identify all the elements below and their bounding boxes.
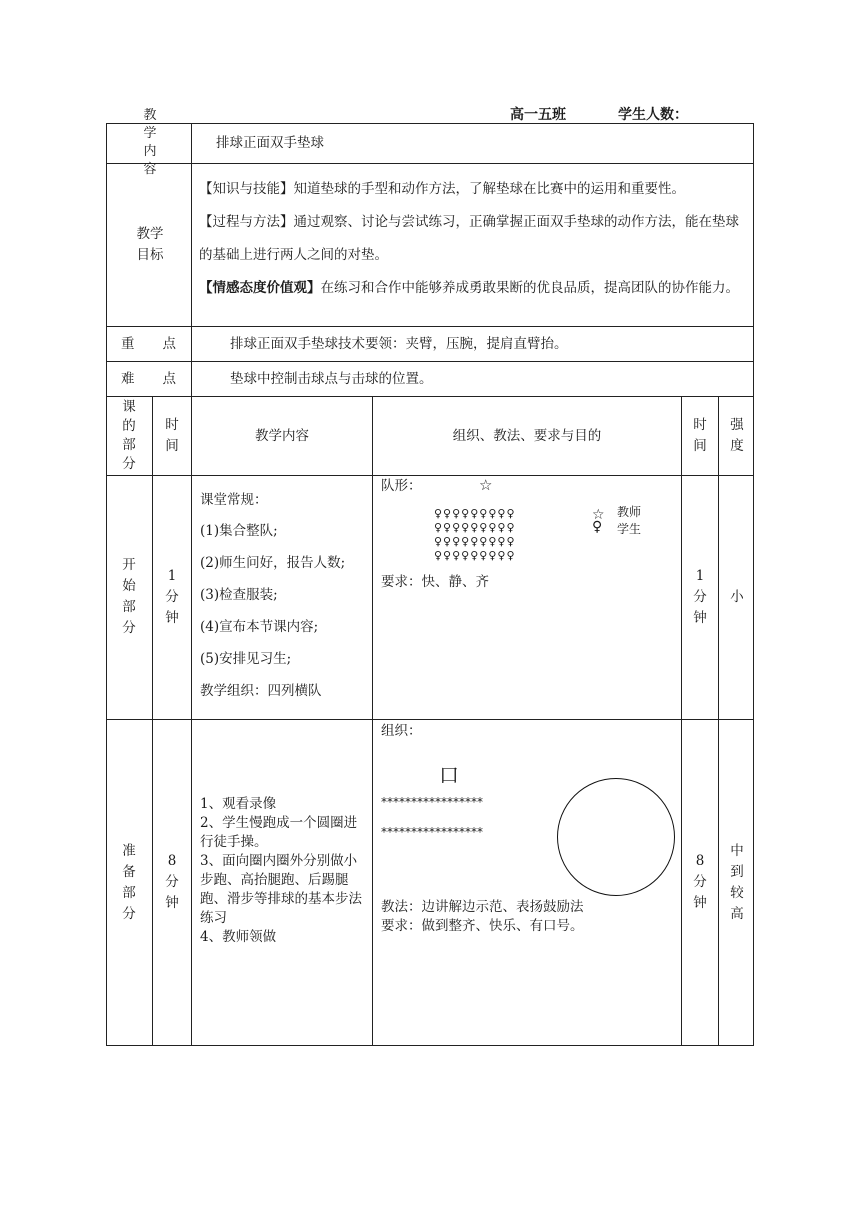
legend-text: 教师 学生 [617,505,642,536]
prep-item: 1、观看录像 [200,796,277,812]
start-content [200,489,370,707]
content-label: 教学内容 [143,108,157,177]
prep-item: 3、面向圈内圈外分别做小步跑、高抬腿跑、后踢腿跑、滑步等排球的基本步法练习 [200,853,362,926]
teaching-org: 教学组织：四列横队 [200,683,322,699]
prep-item: 2、学生慢跑成一个圆圈进行徒手操。 [200,815,358,850]
header-time: 时间 [165,416,179,454]
student-row: ♀♀♀♀♀♀♀♀♀ [434,535,516,548]
prep-requirement: 要求：做到整齐、快乐、有口号。 [381,918,584,934]
routine-item: (4)宣布本节课内容; [200,619,319,635]
header-intensity: 强度 [730,416,744,454]
student-stars [381,787,483,847]
difficulty-label: 难 点 [121,371,176,387]
prep-item: 4、教师领做 [200,929,277,945]
prep-part: 准备部分 [122,842,136,922]
difficulty-value: 垫球中控制击球点与击球的位置。 [230,371,433,387]
prep-org-label: 组织： [381,723,422,739]
routine-item: (3)检查服装; [200,587,278,603]
routine-item: (5)安排见习生; [200,651,292,667]
prep-intensity: 中到较高 [730,842,744,922]
goal-emotion: 【情感态度价值观】在练习和合作中能够养成勇敢果断的优良品质，提高团队的协作能力。 [199,280,739,296]
header-time2: 时间 [693,416,707,454]
header-content: 教学内容 [255,427,309,444]
goal-label: 教学目标 [136,225,164,263]
start-part: 开始部分 [122,557,136,636]
page-header [510,104,688,124]
start-requirement: 要求：快、静、齐 [381,574,489,590]
class-name: 高一五班 [510,107,566,123]
start-intensity: 小 [730,589,744,605]
start-time2: 1分钟 [693,567,707,626]
content-value: 排球正面双手垫球 [216,135,324,151]
student-row: ♀♀♀♀♀♀♀♀♀ [434,521,516,534]
legend-symbols [592,509,605,533]
student-count-label: 学生人数： [618,107,688,123]
key-label: 重 点 [121,336,176,352]
prep-content [200,795,368,947]
star-row: ***************** [381,825,483,839]
start-time: 1分钟 [165,567,179,626]
header-part: 课的部分 [122,398,136,472]
student-formation [434,507,516,563]
running-circle [557,778,675,896]
prep-time2: 8分钟 [693,853,707,911]
student-row: ♀♀♀♀♀♀♀♀♀ [434,549,516,562]
prep-time: 8分钟 [165,853,179,911]
teacher-star-icon: ☆ [479,476,493,494]
routine-item: (1)集合整队; [200,523,278,539]
goal-process: 【过程与方法】通过观察、讨论与尝试练习，正确掌握正面双手垫球的动作方法，能在垫球的基础上进行两人之间的对垫。 [199,214,739,263]
legend-student-icon: ♀ [592,519,603,535]
routine-item: (2)师生问好，报告人数; [200,555,346,571]
header-method: 组织、教法、要求与目的 [452,427,602,444]
goals-list [199,173,747,305]
formation-label: 队形： [381,478,422,494]
prep-method: 教法：边讲解边示范、表扬鼓励法 [381,899,584,915]
teacher-square-icon: 口 [439,763,459,787]
student-row: ♀♀♀♀♀♀♀♀♀ [434,507,516,520]
legend-teacher-icon: ☆ [592,507,605,523]
routine-title: 课堂常规： [200,492,268,508]
prep-method-block [381,898,681,936]
goal-knowledge: 【知识与技能】知道垫球的手型和动作方法，了解垫球在比赛中的运用和重要性。 [199,181,685,197]
star-row: ***************** [381,795,483,809]
key-value: 排球正面双手垫球技术要领：夹臂，压腕，提肩直臂抬。 [230,336,568,352]
